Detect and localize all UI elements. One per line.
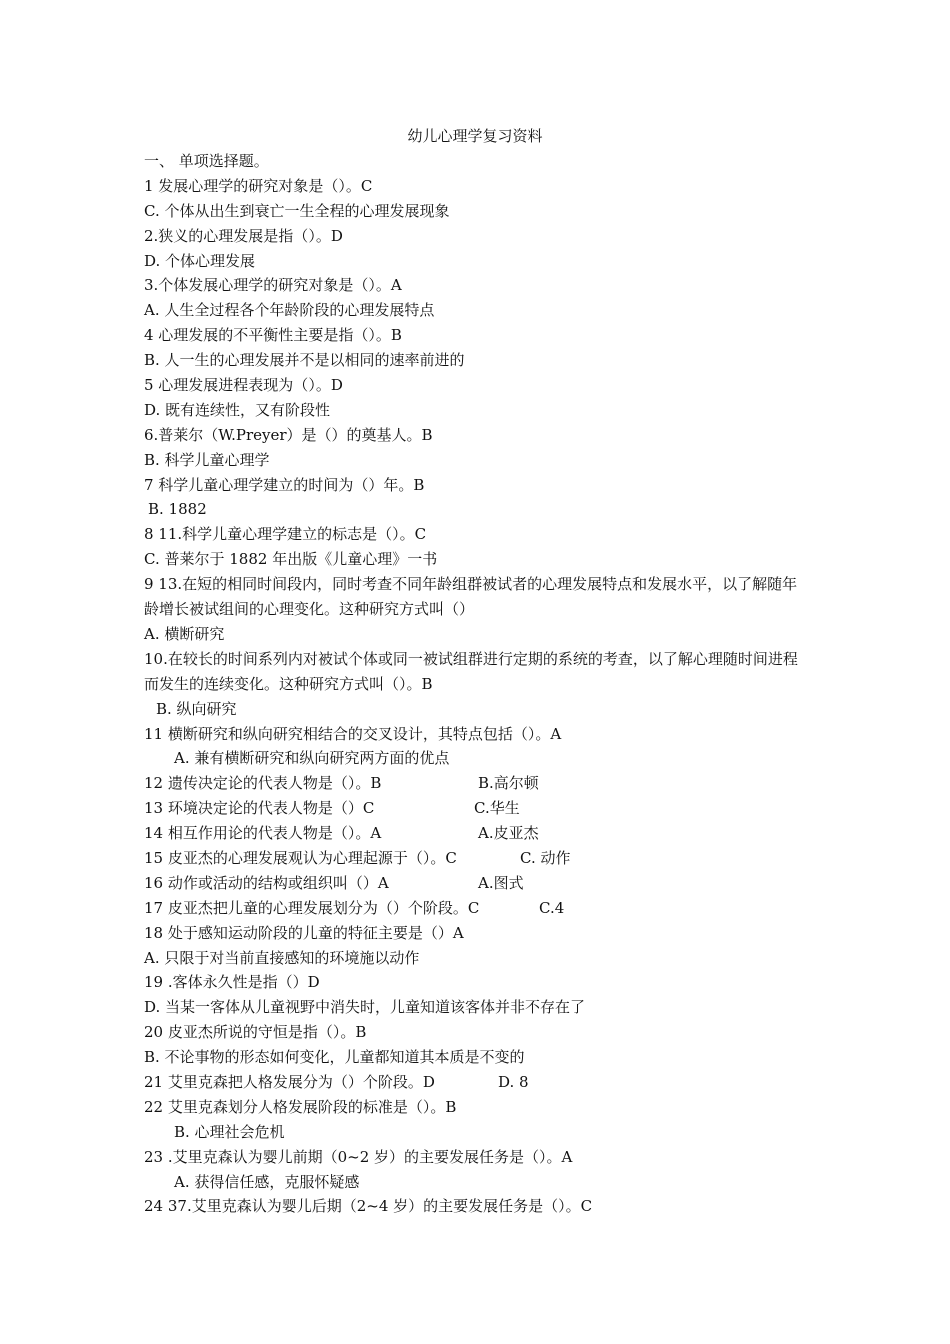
question-line: 20 皮亚杰所说的守恒是指（）。B <box>144 1023 367 1042</box>
question-line: 9 13.在短的相同时间段内，同时考查不同年龄组群被试者的心理发展特点和发展水平，以了解随年龄增长被试组间的心理变化。这种研究方式叫（） <box>144 575 798 619</box>
answer-line: B. 人一生的心理发展并不是以相同的速率前进的 <box>144 351 465 370</box>
question-answer-row <box>144 871 810 896</box>
answer-line: A. 兼有横断研究和纵向研究两方面的优点 <box>174 749 450 768</box>
question-answer-row <box>144 796 810 821</box>
answer-text: B.高尔顿 <box>478 774 539 793</box>
question-line: 11 横断研究和纵向研究相结合的交叉设计，其特点包括（）。A <box>144 724 562 743</box>
question-line: 23 .艾里克森认为婴儿前期（0~2 岁）的主要发展任务是（）。A <box>144 1147 573 1166</box>
question-text: 12 遗传决定论的代表人物是（）。B <box>144 774 382 793</box>
answer-line: D. 个体心理发展 <box>144 251 256 270</box>
question-line: 19 .客体永久性是指（）D <box>144 973 320 992</box>
answer-text: A.图式 <box>478 873 524 892</box>
question-text: 17 皮亚杰把儿童的心理发展划分为（）个阶段。C <box>144 898 480 917</box>
answer-line: A. 人生全过程各个年龄阶段的心理发展特点 <box>144 301 435 320</box>
answer-line: A. 只限于对当前直接感知的环境施以动作 <box>144 948 420 967</box>
question-line: 10.在较长的时间系列内对被试个体或同一被试组群进行定期的系统的考查，以了解心理随时间进程而发生的连续变化。这种研究方式叫（）。B <box>144 649 798 693</box>
question-text: 14 相互作用论的代表人物是（）。A <box>144 824 382 843</box>
answer-text: C. 动作 <box>520 849 571 867</box>
answer-text: D. 8 <box>498 1073 529 1092</box>
question-answer-row <box>144 821 810 846</box>
question-line: 1 发展心理学的研究对象是（）。C <box>144 176 373 195</box>
answer-line: B. 纵向研究 <box>156 699 237 718</box>
question-line: 7 科学儿童心理学建立的时间为（）年。B <box>144 475 425 494</box>
question-line: 3.个体发展心理学的研究对象是（）。A <box>144 276 402 295</box>
question-answer-row <box>144 1070 810 1095</box>
answer-line: B. 科学儿童心理学 <box>144 450 270 469</box>
question-answer-row <box>144 846 810 871</box>
question-text: 16 动作或活动的结构或组织叫（）A <box>144 873 389 892</box>
question-line: 24 37.艾里克森认为婴儿后期（2~4 岁）的主要发展任务是（）。C <box>144 1197 593 1216</box>
question-line: 8 11.科学儿童心理学建立的标志是（）。C <box>144 525 427 544</box>
question-answer-row <box>144 771 810 796</box>
answer-line: D. 既有连续性，又有阶段性 <box>144 400 331 419</box>
answer-line: A. 获得信任感，克服怀疑感 <box>174 1172 360 1191</box>
question-line: 4 心理发展的不平衡性主要是指（）。B <box>144 326 402 345</box>
answer-line: B. 心理社会危机 <box>174 1122 285 1141</box>
section-heading: 一、 单项选择题。 <box>144 152 269 170</box>
question-text: 21 艾里克森把人格发展分为（）个阶段。D <box>144 1073 435 1092</box>
answer-line: B. 1882 <box>148 500 207 519</box>
question-text: 15 皮亚杰的心理发展观认为心理起源于（）。C <box>144 849 457 867</box>
question-line: 5 心理发展进程表现为（）。D <box>144 376 343 395</box>
document-body <box>144 149 810 1219</box>
answer-line: C. 个体从出生到衰亡一生全程的心理发展现象 <box>144 201 450 220</box>
answer-text: C.华生 <box>474 799 520 818</box>
answer-line: D. 当某一客体从儿童视野中消失时，儿童知道该客体并非不存在了 <box>144 998 586 1017</box>
page-title: 幼儿心理学复习资料 <box>407 127 543 145</box>
question-text: 13 环境决定论的代表人物是（）C <box>144 799 375 818</box>
answer-line: B. 不论事物的形态如何变化，儿童都知道其本质是不变的 <box>144 1048 525 1067</box>
question-answer-row <box>144 896 810 921</box>
question-line: 22 艾里克森划分人格发展阶段的标准是（）。B <box>144 1097 457 1116</box>
answer-text: C.4 <box>539 898 565 917</box>
answer-line: A. 横断研究 <box>144 624 225 643</box>
answer-text: A.皮亚杰 <box>478 824 539 843</box>
question-line: 6.普莱尔（W.Preyer）是（）的奠基人。B <box>144 425 433 444</box>
question-line: 18 处于感知运动阶段的儿童的特征主要是（）A <box>144 923 464 942</box>
question-line: 2.狭义的心理发展是指（）。D <box>144 226 343 245</box>
answer-line: C. 普莱尔于 1882 年出版《儿童心理》一书 <box>144 550 438 569</box>
